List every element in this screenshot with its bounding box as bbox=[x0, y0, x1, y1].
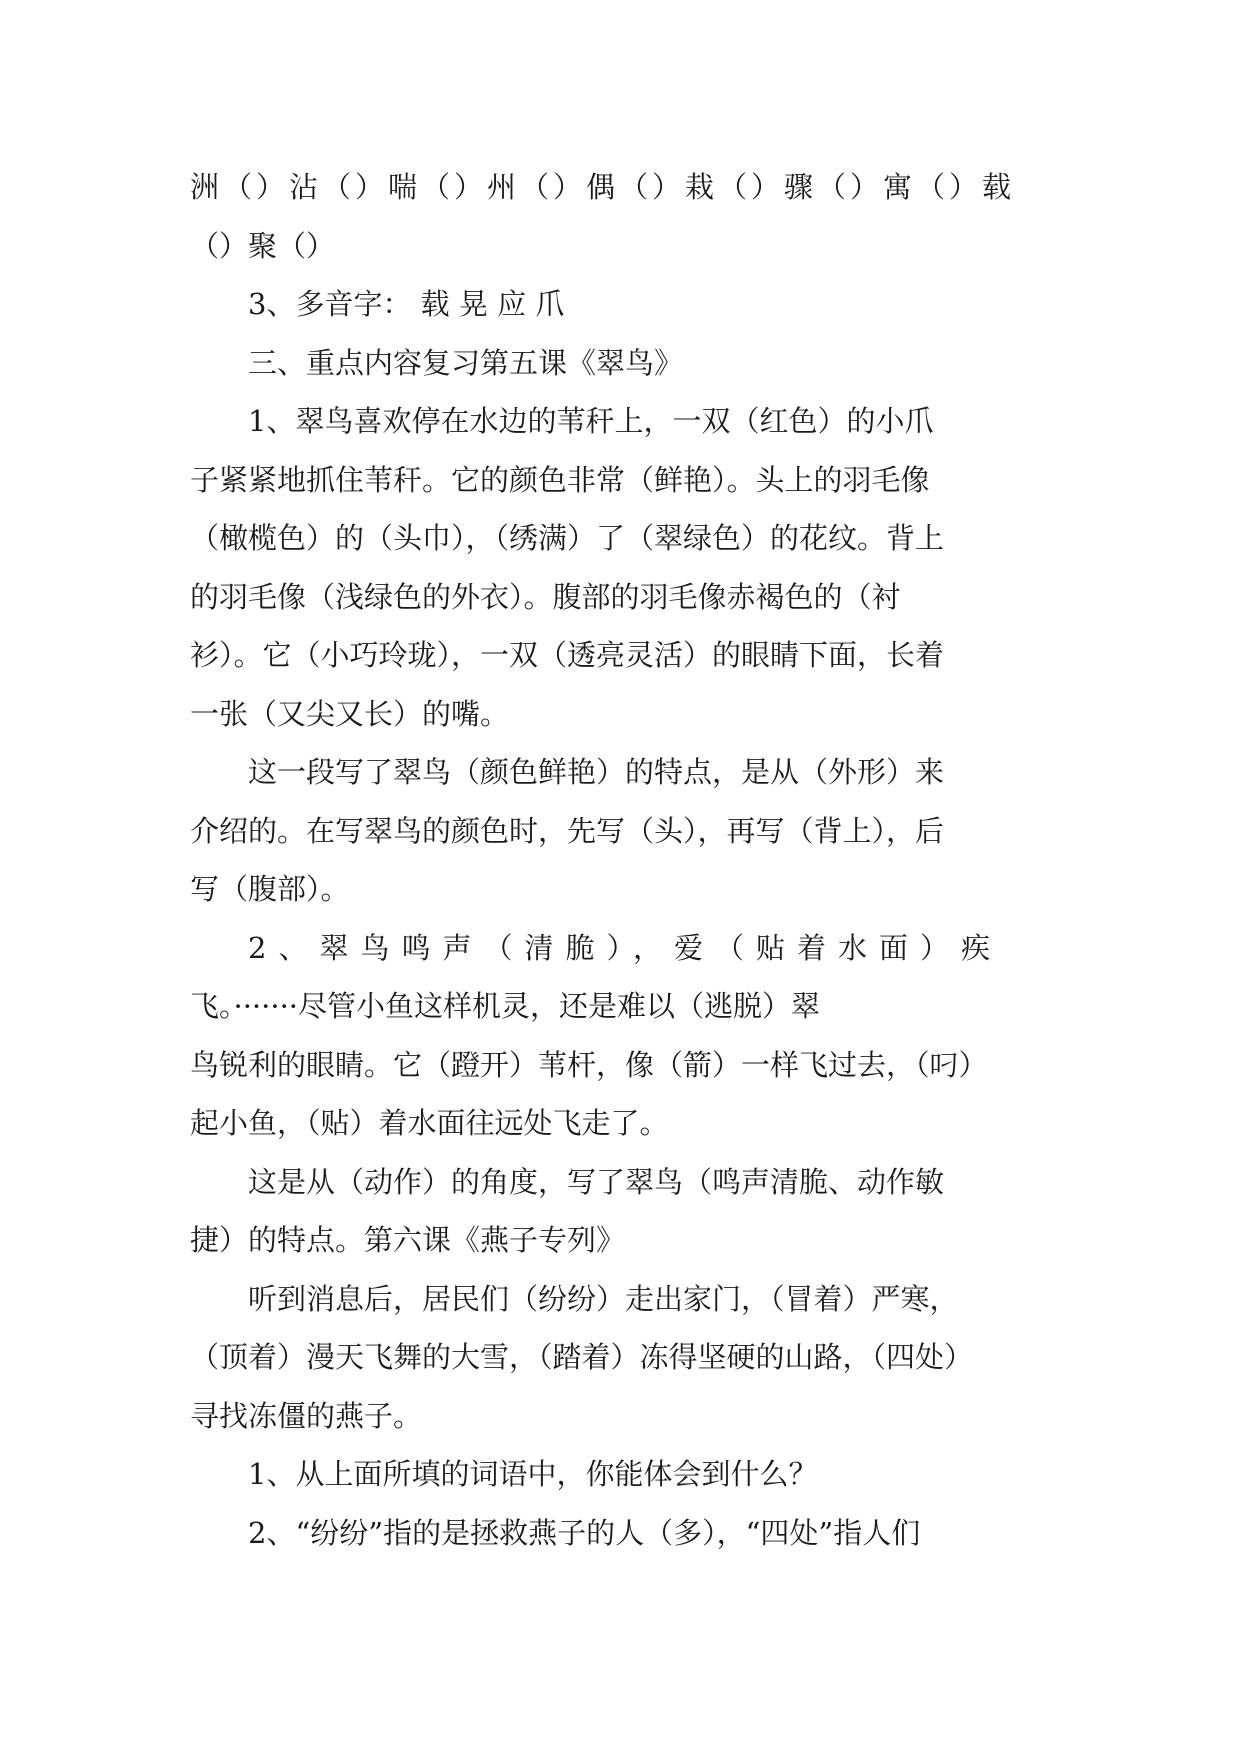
text-line: 一张（又尖又长）的嘴。 bbox=[190, 696, 510, 731]
text-line: 寻找冻僵的燕子。 bbox=[190, 1398, 423, 1433]
text-line: 介绍的。在写翠鸟的颜色时，先写（头），再写（背上），后 bbox=[190, 813, 945, 848]
section-heading: 三、重点内容复习第五课《翠鸟》 bbox=[248, 345, 684, 380]
text-line: （）聚（） bbox=[190, 228, 336, 263]
text-line: 飞。·······尽管小鱼这样机灵，还是难以（逃脱）翠 bbox=[190, 989, 821, 1023]
text-line: 衫）。它（小巧玲珑），一双（透亮灵活）的眼睛下面，长着 bbox=[190, 638, 945, 672]
text-line: 起小鱼，（贴）着水面往远处飞走了。 bbox=[190, 1106, 669, 1140]
text-line: 这是从（动作）的角度，写了翠鸟（鸣声清脆、动作敏 bbox=[248, 1164, 945, 1199]
text-line: 洲（）沾（）喘（）州（）偶（）栽（）骤（）寓（）载 bbox=[190, 170, 1016, 204]
question-line: 2、“纷纷”指的是拯救燕子的人（多），“四处”指人们 bbox=[248, 1515, 921, 1550]
text-line: 3、多音字： 载 晃 应 爪 bbox=[248, 287, 565, 321]
text-line: 鸟锐利的眼睛。它（蹬开）苇杆，像（箭）一样飞过去，（叼） bbox=[190, 1047, 988, 1082]
text-line: （橄榄色）的（头巾），（绣满）了（翠绿色）的花纹。背上 bbox=[190, 521, 945, 555]
text-line: 1、翠鸟喜欢停在水边的苇秆上，一双（红色）的小爪 bbox=[248, 404, 934, 438]
text-line: 子紧紧地抓住苇秆。它的颜色非常（鲜艳）。头上的羽毛像 bbox=[190, 462, 930, 497]
text-line: 2、翠鸟鸣声（清脆），爱（贴着水面）疾 bbox=[248, 930, 1002, 965]
document-page bbox=[190, 158, 1050, 1562]
text-line: 写（腹部）。 bbox=[190, 872, 350, 906]
question-line: 1、从上面所填的词语中，你能体会到什么？ bbox=[248, 1457, 818, 1491]
text-line: 这一段写了翠鸟（颜色鲜艳）的特点，是从（外形）来 bbox=[248, 755, 945, 789]
text-line: 捷）的特点。第六课《燕子专列》 bbox=[190, 1223, 626, 1257]
text-line: 听到消息后，居民们（纷纷）走出家门，（冒着）严寒， bbox=[248, 1281, 959, 1316]
text-line: 的羽毛像（浅绿色的外衣）。腹部的羽毛像赤褐色的（衬 bbox=[190, 579, 901, 614]
text-line: （顶着）漫天飞舞的大雪，（踏着）冻得坚硬的山路，（四处） bbox=[190, 1340, 974, 1374]
